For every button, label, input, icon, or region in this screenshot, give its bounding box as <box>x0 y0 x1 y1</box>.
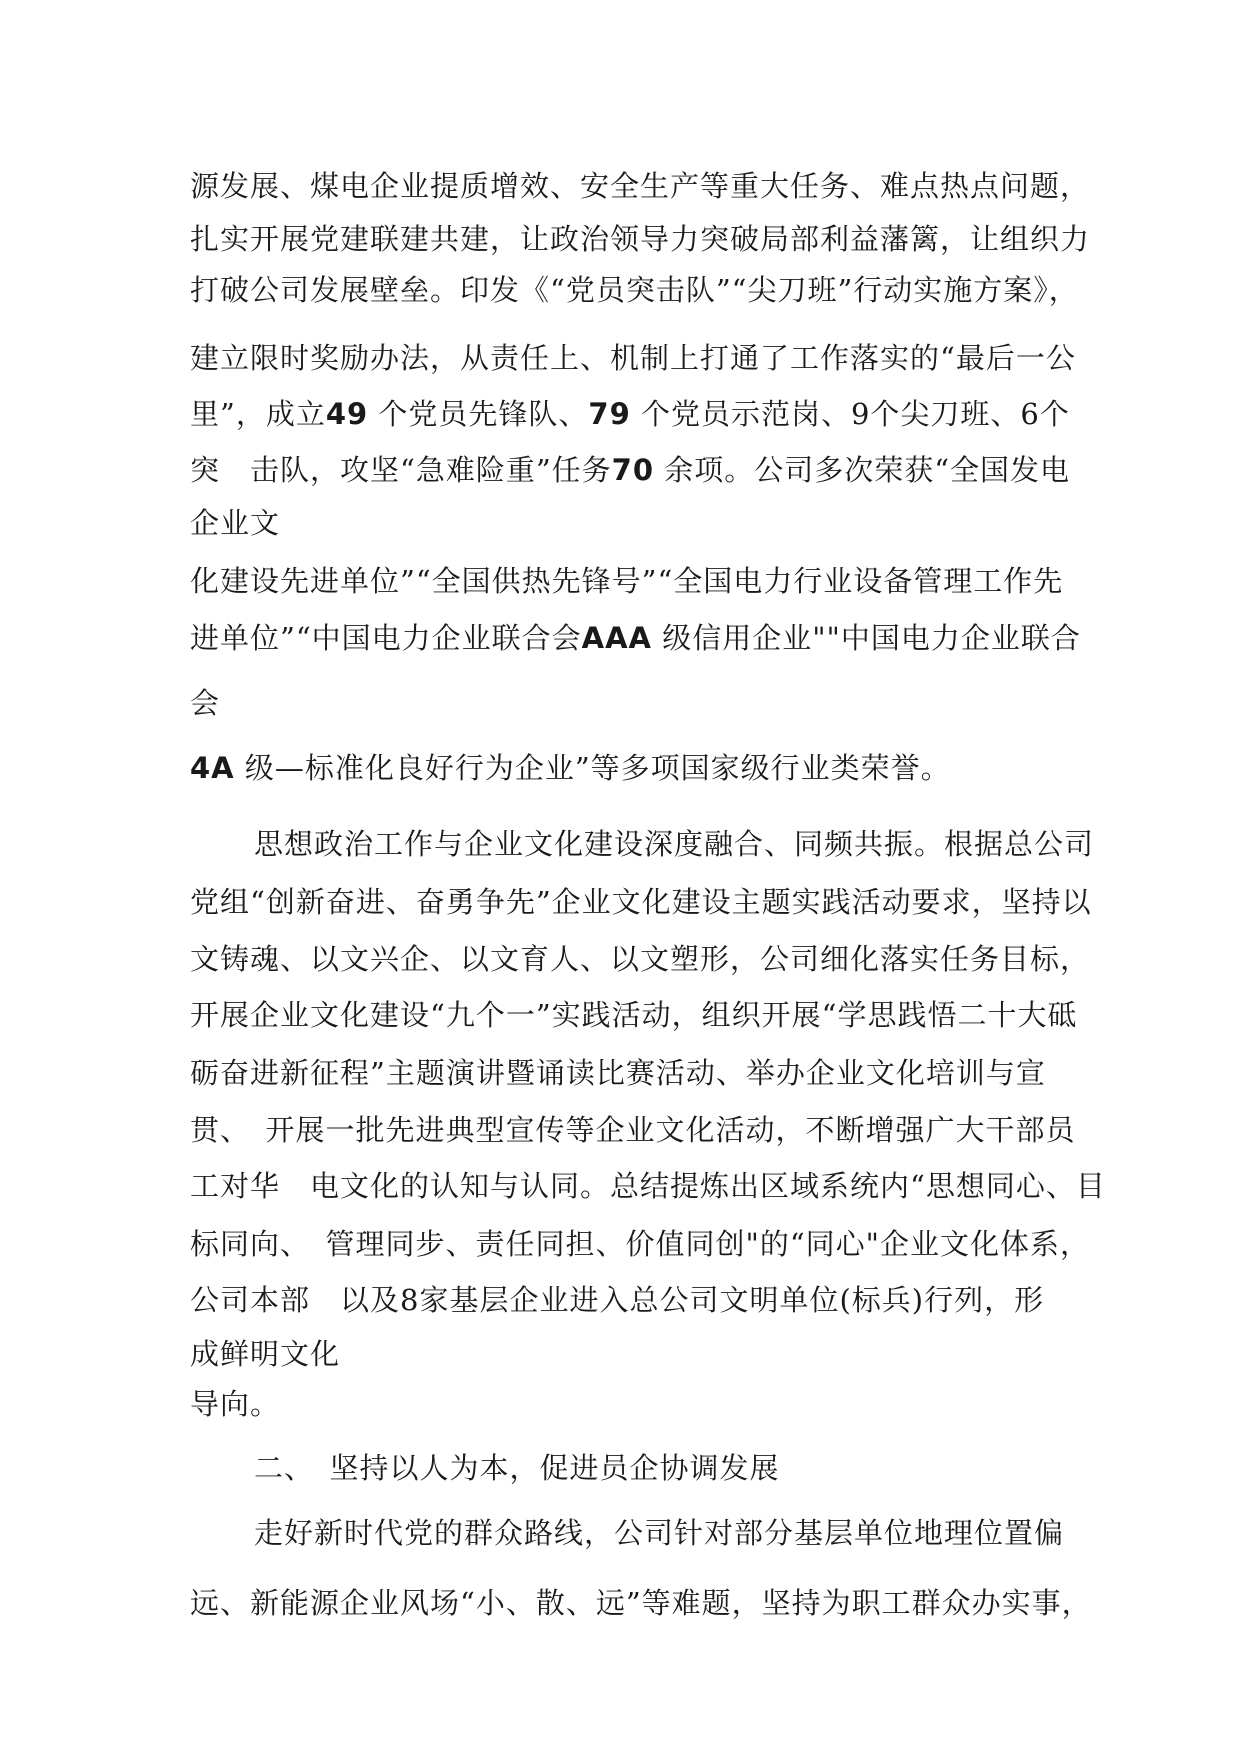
text-line: 源发展、煤电企业提质增效、安全生产等重大任务、难点热点问题， <box>190 169 1091 203</box>
text-line: 企业文 <box>190 506 281 540</box>
text-run: 余项。公司多次荣获“全国发电 <box>654 453 1071 487</box>
text-line: 标同向、 管理同步、责任同担、价值同创"的“同心"企业文化体系， <box>190 1227 1091 1261</box>
section-heading: 二、 坚持以人为本，促进员企协调发展 <box>254 1451 780 1485</box>
paragraph-first-line: 走好新时代党的群众路线，公司针对部分基层单位地理位置偏 <box>254 1516 1065 1550</box>
text-run: 级信用企业""中国电力企业联合 <box>652 621 1081 655</box>
text-line: 远、新能源企业风场“小、散、远”等难题，坚持为职工群众办实事， <box>190 1586 1092 1620</box>
number-run: 70 <box>611 453 655 487</box>
number-run: 49 <box>325 397 369 431</box>
text-line <box>190 396 1070 432</box>
text-line: 化建设先进单位”“全国供热先锋号”“全国电力行业设备管理工作先 <box>190 564 1064 598</box>
text-line <box>190 620 1081 656</box>
text-line: 贯、 开展一批先进典型宣传等企业文化活动，不断增强广大干部员 <box>190 1113 1076 1147</box>
paragraph-first-line: 思想政治工作与企业文化建设深度融合、同频共振。根据总公司 <box>254 827 1095 861</box>
text-run: 个党员示范岗、9个尖刀班、6个 <box>630 397 1070 431</box>
text-run: 进单位”“中国电力企业联合会 <box>190 621 582 655</box>
number-run: 4A <box>190 751 235 785</box>
text-line: 导向。 <box>190 1387 281 1421</box>
text-run: 个党员先锋队、 <box>368 397 589 431</box>
text-run: 里”，成立 <box>190 397 326 431</box>
number-run: AAA <box>581 621 652 655</box>
text-line: 工对华 电文化的认知与认同。总结提炼出区域系统内“思想同心、目 <box>190 1169 1106 1203</box>
text-line: 文铸魂、以文兴企、以文育人、以文塑形，公司细化落实任务目标， <box>190 942 1091 976</box>
text-run: 级—标准化良好行为企业”等多项国家级行业类荣誉。 <box>234 751 951 785</box>
text-run: 突 击队，攻坚“急难险重”任务 <box>190 453 612 487</box>
text-line: 公司本部 以及8家基层企业进入总公司文明单位(标兵)行列，形 <box>190 1283 1045 1317</box>
text-line: 扎实开展党建联建共建，让政治领导力突破局部利益藩篱，让组织力 <box>190 222 1091 256</box>
text-line <box>190 452 1070 488</box>
text-line: 党组“创新奋进、奋勇争先”企业文化建设主题实践活动要求，坚持以 <box>190 885 1092 919</box>
text-line <box>190 750 951 786</box>
text-line: 成鲜明文化 <box>190 1337 341 1371</box>
text-line: 建立限时奖励办法，从责任上、机制上打通了工作落实的“最后一公 <box>190 341 1076 375</box>
text-line: 砺奋进新征程”主题演讲暨诵读比赛活动、举办企业文化培训与宣 <box>190 1056 1046 1090</box>
text-line: 会 <box>190 686 221 720</box>
text-line: 开展企业文化建设“九个一”实践活动，组织开展“学思践悟二十大砥 <box>190 998 1078 1032</box>
number-run: 79 <box>588 397 631 431</box>
text-line: 打破公司发展壁垒。印发《“党员突击队”“尖刀班”行动实施方案》， <box>190 273 1079 307</box>
